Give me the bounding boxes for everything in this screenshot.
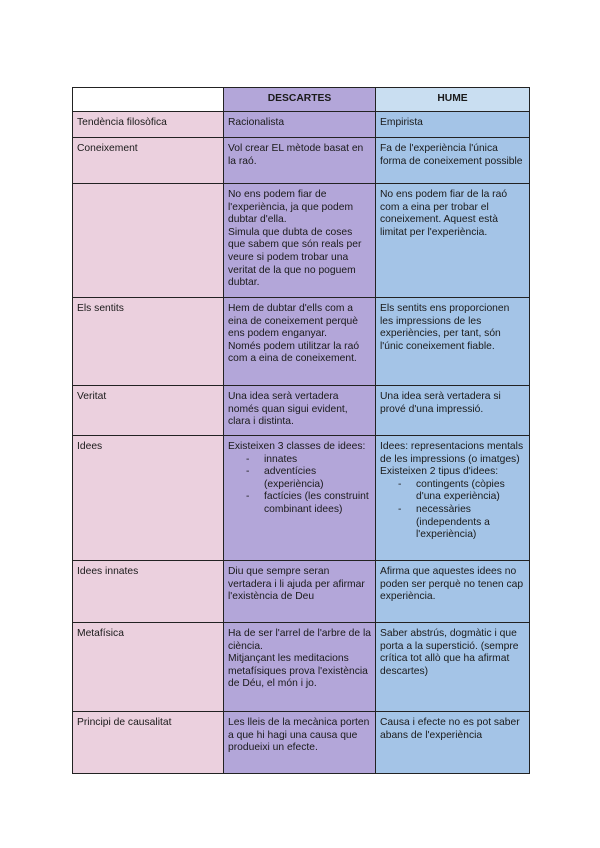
hume-text: Idees: representacions mentals de les impressions (o imatges) [380, 441, 524, 465]
list-item: - factícies (les construint combinant idees) [246, 491, 371, 516]
table-row [73, 436, 530, 561]
table-row [73, 623, 530, 712]
table-row [73, 138, 530, 184]
hume-cell [376, 112, 530, 138]
hume-text: Saber abstrús, dogmàtic i que porta a la superstició. (sempre crítica tot allò que ha afirmat descartes) [380, 628, 519, 677]
list-item: - adventícies (experiència) [246, 466, 371, 491]
topic-cell: Idees innates [73, 561, 224, 623]
topic-cell: Idees [73, 436, 224, 561]
hume-cell [376, 561, 530, 623]
header-descartes: DESCARTES [224, 88, 376, 112]
descartes-cell [224, 386, 376, 436]
descartes-text: Simula que dubta de coses que sabem que són reals per veure si podem trobar una veritat de la que no poguem dubtar. [228, 226, 362, 289]
descartes-cell [224, 436, 376, 561]
descartes-text: Només podem utilitzar la raó com a eina de coneixement. [228, 340, 360, 365]
hume-cell [376, 386, 530, 436]
header-empty-cell [73, 88, 224, 112]
hume-text: Empirista [380, 117, 423, 128]
topic-cell: Principi de causalitat [73, 712, 224, 774]
topic-cell [73, 184, 224, 298]
descartes-cell [224, 623, 376, 712]
hume-idea-list [380, 479, 525, 542]
comparison-table [72, 87, 530, 774]
hume-cell [376, 623, 530, 712]
descartes-text: Ha de ser l'arrel de l'arbre de la ciència. [228, 628, 372, 652]
list-item: - necessàries (independents a l'experiència) [398, 504, 525, 542]
list-item: - contingents (còpies d'una experiència) [398, 479, 525, 504]
descartes-cell [224, 298, 376, 386]
table-row [73, 112, 530, 138]
descartes-cell [224, 138, 376, 184]
hume-text: Causa i efecte no es pot saber abans de l'experiència [380, 717, 520, 741]
table-row [73, 298, 530, 386]
descartes-text: Hem de dubtar d'ells com a eina de coneixement perquè ens podem enganyar. [228, 303, 358, 340]
descartes-text: No ens podem fiar de l'experiència, ja que podem dubtar d'ella. [228, 189, 354, 226]
hume-text: Els sentits ens proporcionen les impressions de les experiències, per tant, són l'únic coneixement fiable. [380, 303, 510, 352]
topic-cell: Metafísica [73, 623, 224, 712]
table-row [73, 561, 530, 623]
hume-text: Fa de l'experiència l'única forma de coneixement possible [380, 143, 523, 167]
descartes-text: Racionalista [228, 117, 285, 128]
descartes-cell [224, 112, 376, 138]
descartes-cell [224, 712, 376, 774]
list-item: - innates [246, 454, 371, 467]
hume-text: Existeixen 2 tipus d'idees: [380, 466, 499, 478]
hume-text: Afirma que aquestes idees no poden ser perquè no tenen cap experiència. [380, 566, 524, 603]
descartes-text: Les lleis de la mecànica porten a que hi hagi una causa que produeixi un efecte. [228, 717, 370, 754]
header-hume: HUME [376, 88, 530, 112]
descartes-cell [224, 561, 376, 623]
topic-cell: Veritat [73, 386, 224, 436]
table-row [73, 386, 530, 436]
topic-cell: Coneixement [73, 138, 224, 184]
descartes-text: Una idea serà vertadera només quan sigui evident, clara i distinta. [228, 391, 348, 428]
hume-cell [376, 298, 530, 386]
descartes-cell [224, 184, 376, 298]
table-row [73, 184, 530, 298]
topic-cell: Els sentits [73, 298, 224, 386]
descartes-text: Vol crear EL mètode basat en la raó. [228, 143, 364, 167]
hume-cell [376, 138, 530, 184]
descartes-text: Mitjançant les meditacions metafísiques prova l'existència de Déu, el món i jo. [228, 653, 368, 690]
hume-text: Una idea serà vertadera si prové d'una impressió. [380, 391, 501, 415]
descartes-idea-list [228, 454, 371, 517]
hume-text: No ens podem fiar de la raó com a eina per trobar el coneixement. Aquest està limitat per l'experiència. [380, 189, 508, 238]
hume-cell [376, 436, 530, 561]
hume-cell [376, 712, 530, 774]
topic-cell: Tendència filosòfica [73, 112, 224, 138]
hume-cell [376, 184, 530, 298]
header-row [73, 88, 530, 112]
descartes-text: Diu que sempre seran vertadera i li ajuda per afirmar l'existència de Deu [228, 566, 365, 603]
table-row [73, 712, 530, 774]
descartes-text: Existeixen 3 classes de idees: [228, 441, 366, 452]
